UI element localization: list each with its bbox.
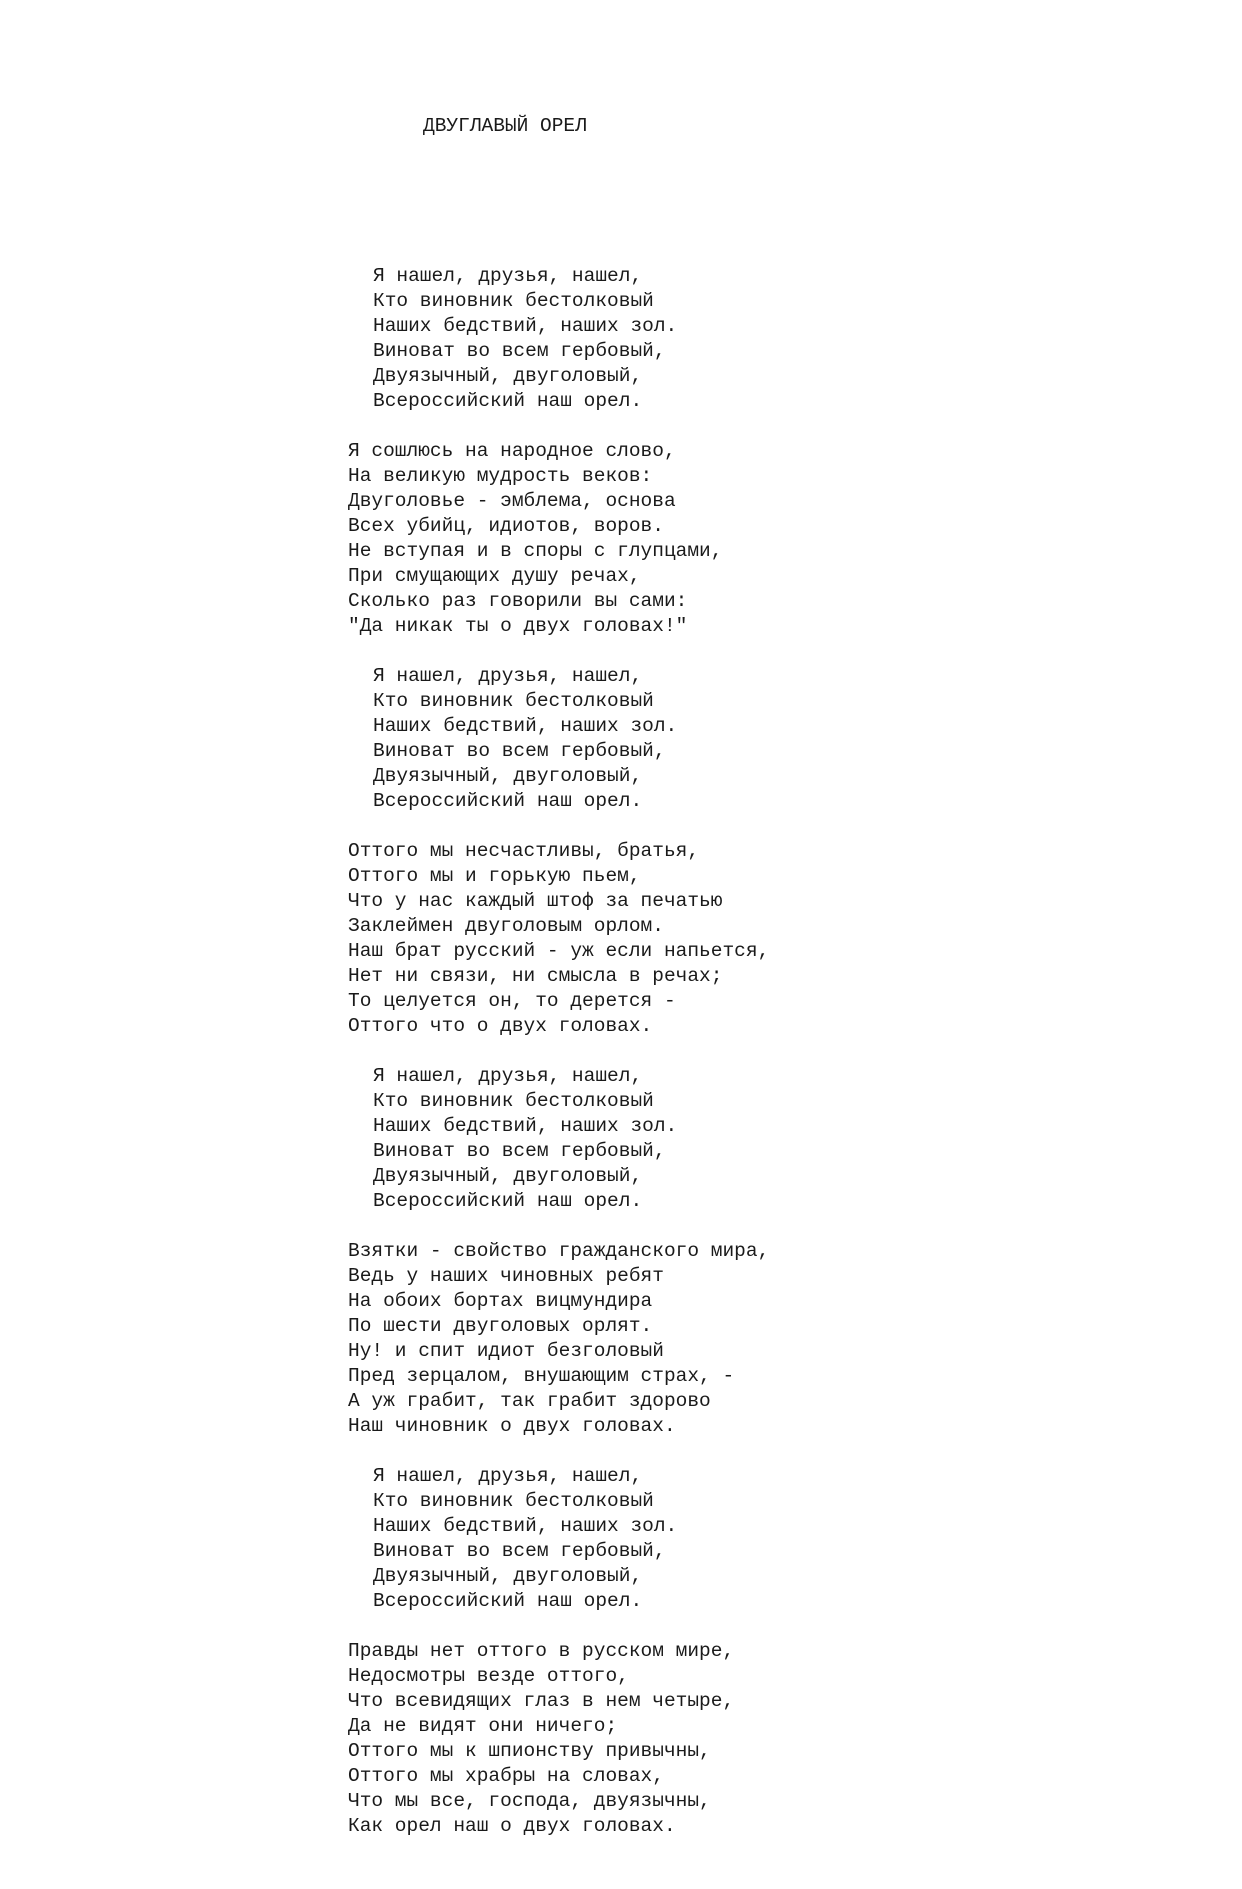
- poem-line: Виноват во всем гербовый,: [373, 340, 666, 362]
- poem-line: Наш брат русский - уж если напьется,: [348, 940, 770, 962]
- poem-line: Что мы все, господа, двуязычны,: [348, 1790, 711, 1812]
- poem-line: Виноват во всем гербовый,: [373, 740, 666, 762]
- poem-line: Кто виновник бестолковый: [373, 1490, 654, 1512]
- poem-line: Ну! и спит идиот безголовый: [348, 1340, 664, 1362]
- poem-line: Что всевидящих глаз в нем четыре,: [348, 1690, 735, 1712]
- poem-line: Я нашел, друзья, нашел,: [373, 265, 643, 287]
- poem-line: Что у нас каждый штоф за печатью: [348, 890, 723, 912]
- verse-stanza: [348, 1639, 769, 1839]
- stanza-list: [348, 264, 769, 1839]
- refrain-stanza: [348, 264, 769, 414]
- poem-line: Оттого мы несчастливы, братья,: [348, 840, 700, 862]
- poem-line: "Да никак ты о двух головах!": [348, 615, 688, 637]
- poem-line: Наших бедствий, наших зол.: [373, 715, 678, 737]
- poem-line: Да не видят они ничего;: [348, 1715, 618, 1737]
- poem-line: Взятки - свойство гражданского мира,: [348, 1240, 770, 1262]
- poem-line: Кто виновник бестолковый: [373, 1090, 654, 1112]
- title-spacer: [348, 189, 769, 214]
- poem-line: Двуязычный, двуголовый,: [373, 365, 643, 387]
- poem-line: Всероссийский наш орел.: [373, 790, 643, 812]
- refrain-stanza: [348, 1464, 769, 1614]
- poem-line: Я нашел, друзья, нашел,: [373, 1465, 643, 1487]
- poem-line: Пред зерцалом, внушающим страх, -: [348, 1365, 735, 1387]
- poem-line: Наших бедствий, наших зол.: [373, 1515, 678, 1537]
- poem-line: По шести двуголовых орлят.: [348, 1315, 653, 1337]
- poem-line: Не вступая и в споры с глупцами,: [348, 540, 723, 562]
- poem-line: Нет ни связи, ни смысла в речах;: [348, 965, 723, 987]
- poem-line: Ведь у наших чиновных ребят: [348, 1265, 664, 1287]
- poem-line: При смущающих душу речах,: [348, 565, 641, 587]
- poem-line: Кто виновник бестолковый: [373, 690, 654, 712]
- poem-line: Всех убийц, идиотов, воров.: [348, 515, 664, 537]
- poem-line: Оттого мы храбры на словах,: [348, 1765, 664, 1787]
- verse-stanza: [348, 439, 769, 639]
- poem-line: Кто виновник бестолковый: [373, 290, 654, 312]
- poem-line: На обоих бортах вицмундира: [348, 1290, 653, 1312]
- poem-line: Я нашел, друзья, нашел,: [373, 665, 643, 687]
- poem-line: Я нашел, друзья, нашел,: [373, 1065, 643, 1087]
- poem-line: Недосмотры везде оттого,: [348, 1665, 629, 1687]
- poem-line: Виноват во всем гербовый,: [373, 1540, 666, 1562]
- poem-line: Двуязычный, двуголовый,: [373, 1565, 643, 1587]
- poem-line: Двуголовье - эмблема, основа: [348, 490, 676, 512]
- poem-line: Заклеймен двуголовым орлом.: [348, 915, 664, 937]
- poem-line: Всероссийский наш орел.: [373, 1590, 643, 1612]
- poem-line: Сколько раз говорили вы сами:: [348, 590, 688, 612]
- poem-line: Двуязычный, двуголовый,: [373, 1165, 643, 1187]
- poem-title: ДВУГЛАВЫЙ ОРЕЛ: [423, 115, 587, 137]
- poem-line: Виноват во всем гербовый,: [373, 1140, 666, 1162]
- refrain-stanza: [348, 1064, 769, 1214]
- poem-line: На великую мудрость веков:: [348, 465, 653, 487]
- refrain-stanza: [348, 664, 769, 814]
- poem-line: Двуязычный, двуголовый,: [373, 765, 643, 787]
- poem-line: Наших бедствий, наших зол.: [373, 1115, 678, 1137]
- poem-line: Оттого что о двух головах.: [348, 1015, 653, 1037]
- poem-line: Всероссийский наш орел.: [373, 390, 643, 412]
- poem-line: Как орел наш о двух головах.: [348, 1815, 676, 1837]
- poem-line: А уж грабит, так грабит здорово: [348, 1390, 711, 1412]
- poem-line: Правды нет оттого в русском мире,: [348, 1640, 735, 1662]
- poem-line: Оттого мы к шпионству привычны,: [348, 1740, 711, 1762]
- poem-line: Наших бедствий, наших зол.: [373, 315, 678, 337]
- verse-stanza: [348, 839, 769, 1039]
- poem-line: То целуется он, то дерется -: [348, 990, 676, 1012]
- poem-line: Оттого мы и горькую пьем,: [348, 865, 641, 887]
- verse-stanza: [348, 1239, 769, 1439]
- poem: [348, 64, 769, 1889]
- poem-line: Всероссийский наш орел.: [373, 1190, 643, 1212]
- poem-line: Наш чиновник о двух головах.: [348, 1415, 676, 1437]
- poem-line: Я сошлюсь на народное слово,: [348, 440, 676, 462]
